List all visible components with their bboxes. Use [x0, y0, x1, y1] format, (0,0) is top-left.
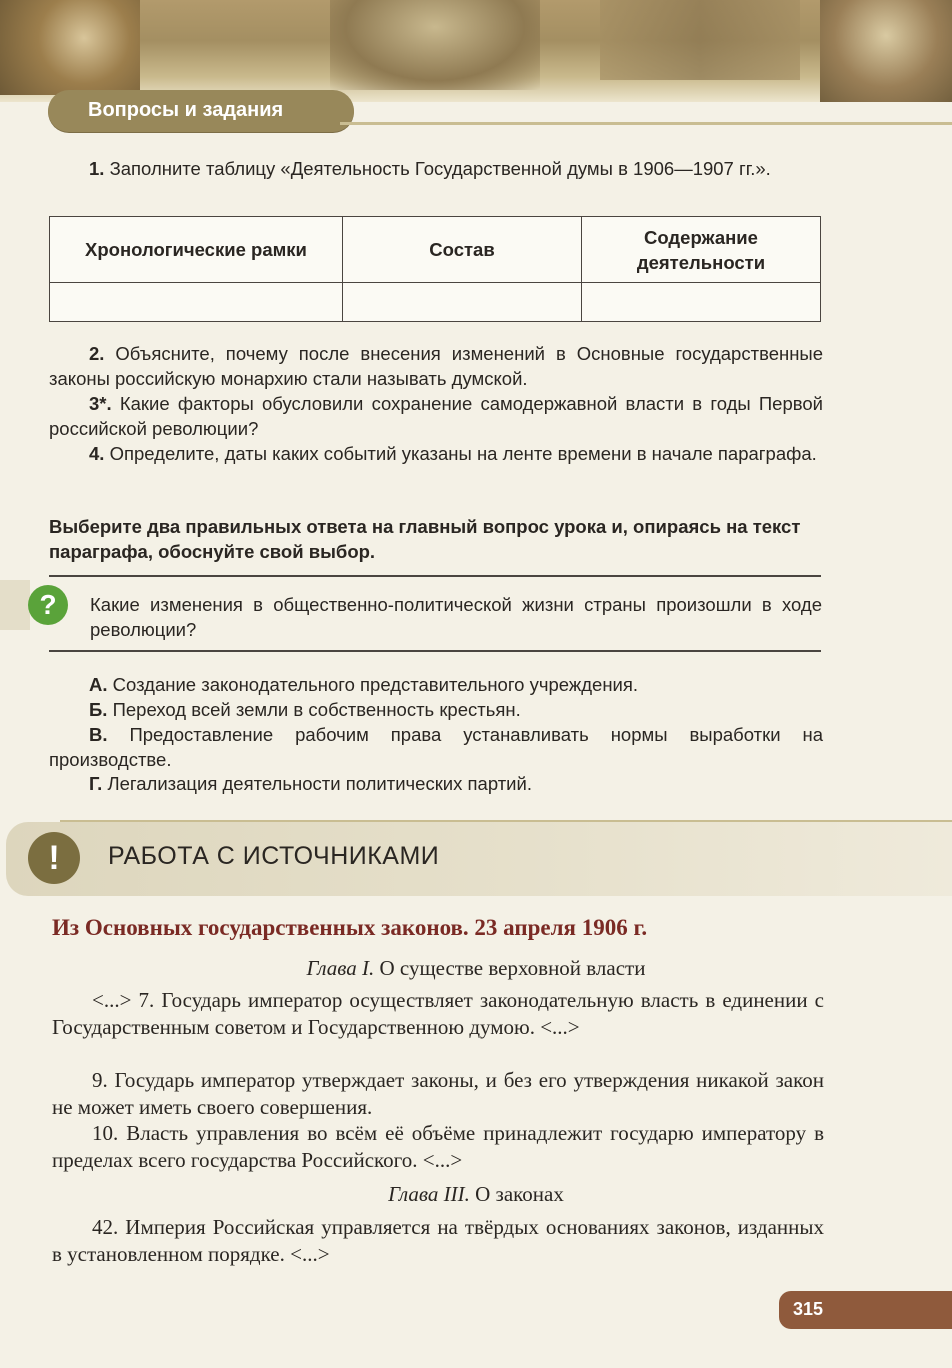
question-top-rule: [49, 575, 821, 577]
question-side-band: [0, 580, 30, 630]
top-illustration-banner: [0, 0, 952, 102]
task-number: 4.: [89, 443, 105, 464]
table-row: [50, 283, 821, 322]
table-header-cell: Содержание деятельности: [582, 217, 821, 283]
task-number: 1.: [89, 158, 105, 179]
task-text: Какие факторы обусловили сохранение самодержавной власти в годы Первой российской революции?: [49, 393, 823, 439]
chapter-label: Глава I.: [306, 956, 375, 980]
task-3: [49, 391, 823, 441]
task-text: Определите, даты каких событий указаны на ленте времени в начале параграфа.: [109, 443, 817, 464]
task-text: Заполните таблицу «Деятельность Государственной думы в 1906—1907 гг.».: [109, 158, 771, 179]
task-4: [49, 441, 823, 466]
banner-image-left: [0, 0, 140, 95]
table-cell[interactable]: [582, 283, 821, 322]
banner-image-portrait: [820, 0, 952, 102]
article-10: 10. Власть управления во всём её объёме принадлежит государю императору в пределах всего государства Российского. <...>: [52, 1121, 824, 1172]
page-number: 315: [793, 1299, 824, 1319]
task-text: Объясните, почему после внесения изменений в Основные государственные законы российскую монархию стали называть думской.: [49, 343, 824, 389]
table-header-row: [50, 217, 821, 283]
source-document-heading: Из Основных государственных законов. 23 апреля 1906 г.: [52, 915, 648, 940]
table-cell[interactable]: [343, 283, 582, 322]
answer-option-b[interactable]: [49, 697, 823, 722]
table-header-cell: Хронологические рамки: [50, 217, 343, 283]
task-2: [49, 341, 823, 391]
question-mark-icon: ?: [28, 585, 68, 625]
header-divider: [340, 122, 952, 125]
task-number: 2.: [89, 343, 105, 364]
answer-option-d[interactable]: [49, 771, 823, 796]
article-42: 42. Империя Российская управляется на твёрдых основаниях законов, изданных в установленном порядке. <...>: [52, 1215, 824, 1266]
article-7: <...> 7. Государь император осуществляет законодательную власть в единении с Государственным советом и Государственною думою. <...>: [52, 988, 824, 1039]
chapter-1-heading: [0, 956, 952, 981]
questions-section-title: Вопросы и задания: [88, 99, 284, 121]
table-cell[interactable]: [50, 283, 343, 322]
main-lesson-question: Какие изменения в общественно-политической жизни страны произошли в ходе революции?: [90, 594, 822, 640]
answer-letter: Г.: [89, 773, 103, 794]
duma-activity-table: [49, 216, 821, 322]
answer-option-a[interactable]: [49, 672, 823, 697]
answer-text: Переход всей земли в собственность крестьян.: [112, 699, 521, 720]
chapter-label: Глава III.: [388, 1182, 470, 1206]
article-9: 9. Государь император утверждает законы, и без его утверждения никакой закон не может иметь своего совершения.: [52, 1068, 824, 1119]
task-1: [49, 156, 821, 181]
choose-answers-instruction: Выберите два правильных ответа на главный вопрос урока и, опираясь на текст параграфа, обоснуйте свой выбор.: [49, 516, 801, 562]
sources-section-title: РАБОТА С ИСТОЧНИКАМИ: [108, 842, 440, 870]
banner-image-crowd: [600, 0, 800, 80]
task-number: 3*.: [89, 393, 112, 414]
page-number-tab: [779, 1291, 952, 1329]
chapter-3-heading: [0, 1182, 952, 1207]
answer-letter: Б.: [89, 699, 108, 720]
answer-text: Создание законодательного представительного учреждения.: [112, 674, 639, 695]
chapter-title: О существе верховной власти: [379, 956, 646, 980]
chapter-title: О законах: [475, 1182, 564, 1206]
question-bottom-rule: [49, 650, 821, 652]
table-header-cell: Состав: [343, 217, 582, 283]
answer-text: Предоставление рабочим права устанавливать нормы выработки на производстве.: [49, 724, 823, 770]
banner-image-center: [330, 0, 540, 90]
questions-section-header: [48, 90, 354, 132]
answer-letter: А.: [89, 674, 108, 695]
exclamation-icon: !: [28, 832, 80, 884]
answer-text: Легализация деятельности политических партий.: [107, 773, 532, 794]
answer-option-c[interactable]: [49, 722, 823, 772]
answer-letter: В.: [89, 724, 108, 745]
